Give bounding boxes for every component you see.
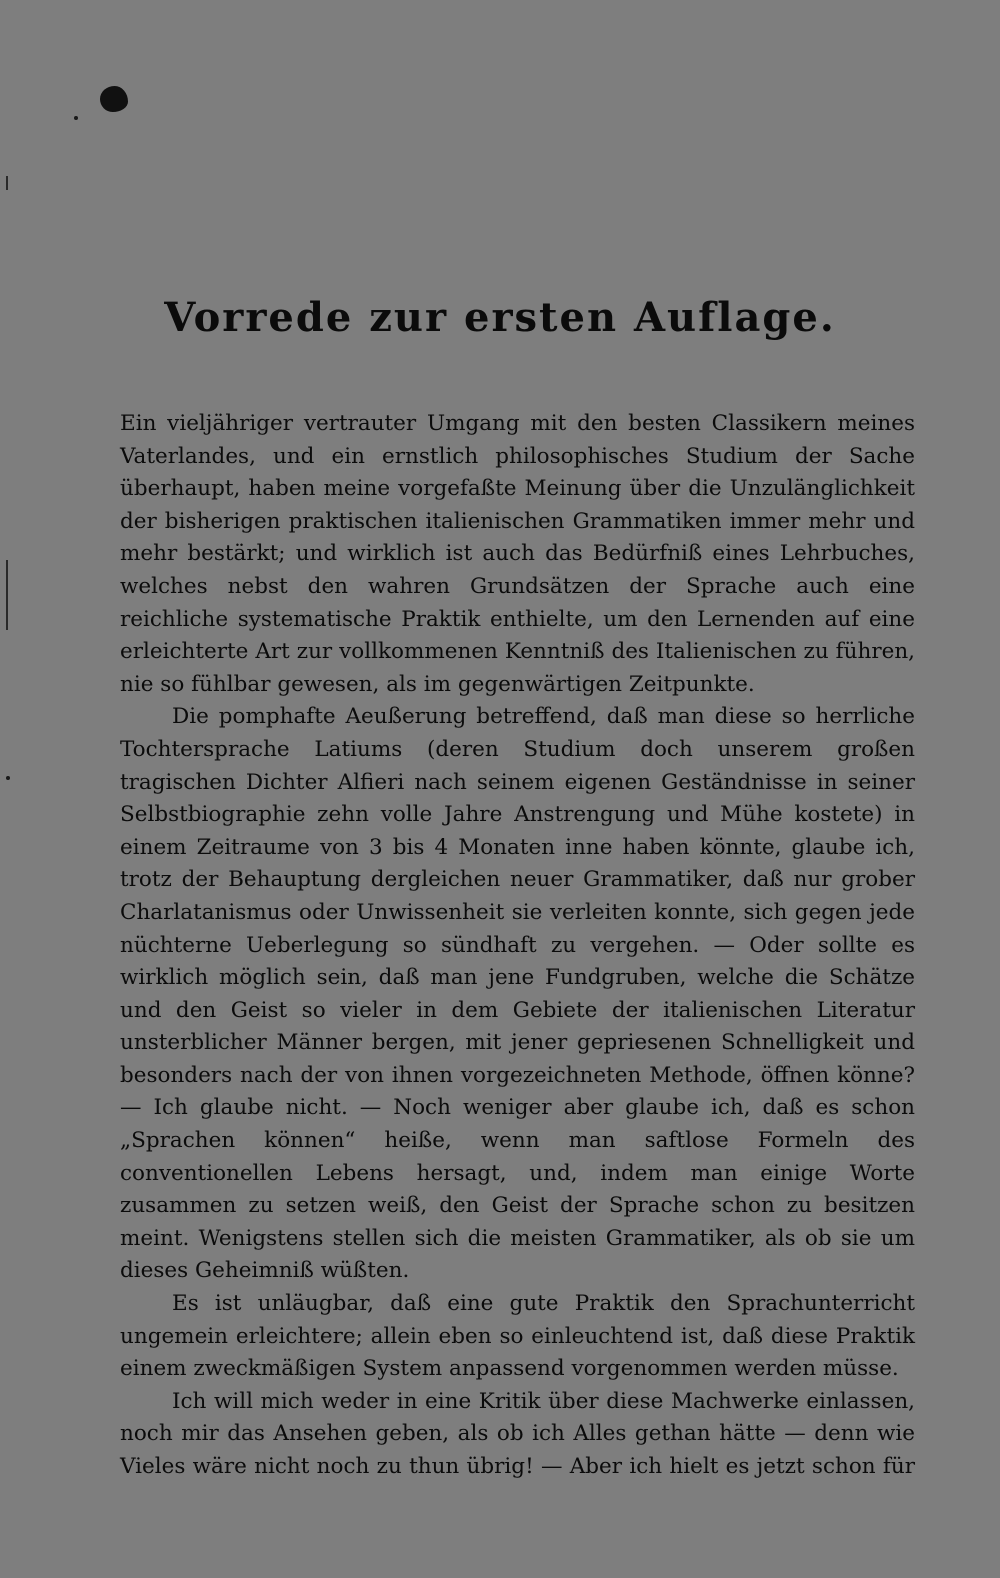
paragraph-3: Es ist unläugbar, daß eine gute Praktik den Sprachunterricht ungemein erleichtere; allein eben so einleuchtend ist, daß diese Praktik einem zweckmäßigen System anpassend vorgenommen werden müsse. [120,1291,915,1382]
paragraph-1: Ein vieljähriger vertrauter Umgang mit den besten Classikern meines Vaterlandes, und ein ernstlich philosophisches Studium der Sache überhaupt, haben meine vorgefaßte Meinung über die Unzulänglichkeit der bisherigen praktischen italienischen Grammatiken immer mehr und mehr bestärkt; und wirklich ist auch das Bedürfniß eines Lehrbuches, welches nebst den wahren Grundsätzen der Sprache auch eine reichliche systematische Praktik enthielte, um den Lernenden auf eine erleichterte Art zur vollkommenen Kenntniß des Italienischen zu führen, nie so fühlbar gewesen, als im gegenwärtigen Zeitpunkte. [120,411,915,697]
page-title: Vorrede zur ersten Auflage. [164,294,836,341]
ink-blot [100,86,128,112]
page-edge-mark [6,176,8,190]
text-body [120,408,915,1484]
page-edge-mark [6,560,8,630]
paragraph-4: Ich will mich weder in eine Kritik über diese Machwerke einlassen, noch mir das Ansehen geben, als ob ich Alles gethan hätte — denn wie Vieles wäre nicht noch zu thun übrig! — Aber ich hielt es jetzt schon für [120,1388,915,1479]
paragraph-2: Die pomphafte Aeußerung betreffend, daß man diese so herrliche Tochtersprache Latiums (deren Studium doch unserem großen tragischen Dichter Alfieri nach seinem eigenen Geständnisse in seiner Selbstbiographie zehn volle Jahre Anstrengung und Mühe kostete) in einem Zeitraume von 3 bis 4 Monaten inne haben könnte, glaube ich, trotz der Behauptung dergleichen neuer Grammatiker, daß nur grober Charlatanismus oder Unwissenheit sie verleiten konnte, sich gegen jede nüchterne Ueberlegung so sündhaft zu vergehen. — Oder sollte es wirklich möglich sein, daß man jene Fundgruben, welche die Schätze und den Geist so vieler in dem Gebiete der italienischen Literatur unsterblicher Männer bergen, mit jener gepriesenen Schnelligkeit und besonders nach der von ihnen vorgezeichneten Methode, öffnen könne? — Ich glaube nicht. — Noch weniger aber glaube ich, daß es schon „Sprachen können“ heiße, wenn man saftlose Formeln des conventionellen Lebens hersagt, und, indem man einige Worte zusammen zu setzen weiß, den Geist der Sprache schon zu besitzen meint. Wenigstens stellen sich die meisten Grammatiker, als ob sie um dieses Geheimniß wüßten. [120,704,915,1284]
ink-speck [6,776,10,780]
ink-speck [74,116,78,120]
